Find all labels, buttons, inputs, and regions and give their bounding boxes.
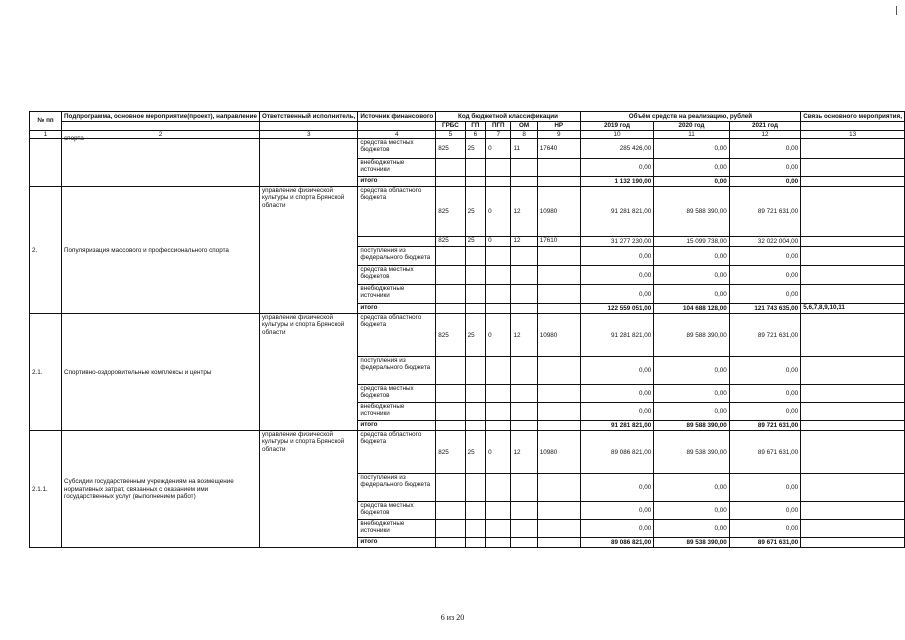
activity-link [801,502,905,520]
funding-source: поступления из федерального бюджета [358,474,436,502]
amount-2021: 0,00 [729,385,800,403]
amount-2019: 0,00 [580,474,653,502]
om-code: 12 [511,431,537,474]
om-code [511,266,537,285]
scan-edge-mark [896,6,897,15]
grbs-code [436,421,465,431]
grbs-code [436,304,465,314]
header-volume: Объём средств на реализацию, рублей [580,112,800,122]
grbs-code [436,159,465,177]
amount-2021: 0,00 [729,474,800,502]
om-code [511,474,537,502]
header-subrow [30,122,905,131]
pgp-code: 0 [486,314,511,357]
om-code [511,247,537,266]
column-number: 4 [358,131,436,139]
column-number: 7 [486,131,511,139]
pgp-code [486,266,511,285]
nr-code [537,266,580,285]
header-2019: 2019 год [580,122,653,131]
gp-code: 25 [465,431,485,474]
funding-source: средства областного бюджета [358,431,436,474]
responsible-executor: управление физической культуры и спорта Брянской области [259,431,357,548]
column-number: 5 [436,131,465,139]
activity-link [801,421,905,431]
amount-2021: 0,00 [729,357,800,385]
grbs-code: 825 [436,431,465,474]
header-no: № пп [30,112,62,131]
pgp-code [486,304,511,314]
funding-source: средства местных бюджетов [358,502,436,520]
nr-code: 10980 [537,431,580,474]
amount-2020: 89 538 390,00 [654,538,730,548]
amount-2019: 31 277 230,00 [580,237,653,247]
grbs-code [436,385,465,403]
amount-2020: 0,00 [654,285,730,304]
pgp-code [486,538,511,548]
amount-2020: 0,00 [654,385,730,403]
header-link: Связь основного мероприятия, [801,112,905,122]
header-pgp: ПГП [486,122,511,131]
nr-code [537,247,580,266]
om-code [511,177,537,187]
cut-off-text-label: спорта [64,135,84,143]
gp-code [465,520,485,538]
amount-2020: 104 688 128,00 [654,304,730,314]
grbs-code: 825 [436,237,465,247]
gp-code [465,247,485,266]
amount-2021: 32 022 004,00 [729,237,800,247]
row-number: 2. [30,187,62,314]
nr-code [537,421,580,431]
nr-code [537,159,580,177]
gp-code: 25 [465,237,485,247]
activity-link [801,520,905,538]
nr-code: 17610 [537,237,580,247]
row-number: 2.1.1. [30,431,62,548]
amount-2020: 0,00 [654,247,730,266]
amount-2021: 89 721 631,00 [729,421,800,431]
pgp-code [486,247,511,266]
header-program: Подпрограмма, основное мероприятие(проект), направление [62,112,260,122]
column-number: 8 [511,131,537,139]
om-code [511,357,537,385]
funding-source: поступления из федерального бюджета [358,357,436,385]
pgp-code [486,177,511,187]
column-number: 1 [30,131,62,139]
funding-source: средства местных бюджетов [358,139,436,159]
header-source-cont [358,122,436,131]
amount-2019: 0,00 [580,520,653,538]
amount-2020: 0,00 [654,177,730,187]
header-nr: НР [537,122,580,131]
activity-link [801,285,905,304]
grbs-code: 825 [436,187,465,237]
om-code [511,502,537,520]
nr-code [537,177,580,187]
gp-code [465,538,485,548]
om-code: 12 [511,237,537,247]
gp-code [465,502,485,520]
table-row [30,314,905,357]
amount-2020: 0,00 [654,474,730,502]
nr-code [537,403,580,421]
pgp-code [486,385,511,403]
cut-off-text [64,135,257,143]
header-gp: ГП [465,122,485,131]
header-source: Источник финансового [358,112,436,122]
gp-code [465,266,485,285]
activity-link [801,474,905,502]
column-number: 13 [801,131,905,139]
activity-link [801,357,905,385]
header-om: ОМ [511,122,537,131]
amount-2021: 89 671 631,00 [729,538,800,548]
om-code [511,520,537,538]
amount-2020: 0,00 [654,139,730,159]
grbs-code [436,357,465,385]
gp-code [465,159,485,177]
amount-2021: 89 671 631,00 [729,431,800,474]
responsible-executor: управление физической культуры и спорта Брянской области [259,314,357,431]
grbs-code [436,538,465,548]
header-kbk: Код бюджетной классификации [436,112,581,122]
activity-link [801,266,905,285]
pgp-code [486,403,511,421]
grbs-code: 825 [436,314,465,357]
table-row [30,139,905,159]
amount-2019: 0,00 [580,159,653,177]
grbs-code [436,177,465,187]
om-code [511,538,537,548]
amount-2021: 89 721 631,00 [729,187,800,237]
funding-source: внебюджетные источники [358,520,436,538]
amount-2021: 0,00 [729,403,800,421]
funding-source: внебюджетные источники [358,403,436,421]
activity-link [801,187,905,237]
table-row [30,187,905,237]
amount-2021: 0,00 [729,247,800,266]
activity-link [801,385,905,403]
grbs-code [436,285,465,304]
activity-link: 5,6,7,8,9,10,11 [801,304,905,314]
funding-source: итого [358,421,436,431]
amount-2021: 0,00 [729,285,800,304]
nr-code: 10980 [537,187,580,237]
pgp-code [486,474,511,502]
gp-code [465,474,485,502]
funding-source [358,237,436,247]
amount-2019: 0,00 [580,266,653,285]
activity-link [801,139,905,159]
column-number-row [30,131,905,139]
row-number: 2.1. [30,314,62,431]
amount-2021: 0,00 [729,520,800,538]
om-code: 12 [511,187,537,237]
activity-link [801,314,905,357]
gp-code [465,403,485,421]
pgp-code: 0 [486,187,511,237]
funding-source: средства местных бюджетов [358,385,436,403]
gp-code [465,385,485,403]
column-number: 3 [259,131,357,139]
om-code [511,159,537,177]
gp-code [465,357,485,385]
amount-2020: 0,00 [654,357,730,385]
header-executor-cont [259,122,357,131]
pgp-code [486,520,511,538]
amount-2019: 89 086 821,00 [580,538,653,548]
activity-link [801,403,905,421]
om-code [511,403,537,421]
funding-source: внебюджетные источники [358,285,436,304]
column-number: 12 [729,131,800,139]
funding-source: средства местных бюджетов [358,266,436,285]
amount-2019: 91 281 821,00 [580,421,653,431]
nr-code [537,538,580,548]
activity-link [801,177,905,187]
amount-2020: 89 588 390,00 [654,314,730,357]
header-link-cont [801,122,905,131]
activity-link [801,237,905,247]
grbs-code [436,266,465,285]
column-number: 2 [62,131,260,139]
amount-2019: 285 426,00 [580,139,653,159]
amount-2020: 89 588 390,00 [654,187,730,237]
responsible-executor [259,139,357,187]
program-name [62,135,260,187]
column-number: 11 [654,131,730,139]
pgp-code [486,285,511,304]
gp-code [465,285,485,304]
gp-code: 25 [465,139,485,159]
pgp-code: 0 [486,139,511,159]
grbs-code [436,403,465,421]
activity-link [801,247,905,266]
amount-2019: 89 086 821,00 [580,431,653,474]
amount-2019: 0,00 [580,385,653,403]
budget-table-body [30,112,905,548]
amount-2019: 1 132 190,00 [580,177,653,187]
gp-code [465,421,485,431]
nr-code [537,474,580,502]
amount-2019: 91 281 821,00 [580,314,653,357]
amount-2021: 0,00 [729,266,800,285]
amount-2019: 0,00 [580,285,653,304]
activity-link [801,159,905,177]
om-code [511,304,537,314]
amount-2020: 0,00 [654,520,730,538]
activity-link [801,538,905,548]
amount-2020: 0,00 [654,502,730,520]
pgp-code: 0 [486,431,511,474]
amount-2019: 0,00 [580,502,653,520]
row-number [30,139,62,187]
column-number: 9 [537,131,580,139]
funding-source: средства областного бюджета [358,314,436,357]
program-name: Субсидии государственным учреждениям на возмещение нормативных затрат, связанных с оказанием ими государственных услуг (выполнением работ) [62,431,260,548]
amount-2020: 89 588 390,00 [654,421,730,431]
grbs-code [436,502,465,520]
header-executor: Ответственный исполнитель, [259,112,357,122]
activity-link [801,431,905,474]
grbs-code [436,247,465,266]
header-program-cont [62,122,260,131]
table-row [30,431,905,474]
grbs-code: 825 [436,139,465,159]
gp-code [465,304,485,314]
amount-2020: 0,00 [654,266,730,285]
amount-2020: 0,00 [654,403,730,421]
amount-2021: 0,00 [729,159,800,177]
funding-source: итого [358,538,436,548]
gp-code: 25 [465,187,485,237]
amount-2021: 0,00 [729,139,800,159]
nr-code [537,385,580,403]
funding-source: средства областного бюджета [358,187,436,237]
grbs-code [436,520,465,538]
nr-code [537,520,580,538]
nr-code [537,304,580,314]
amount-2020: 15 099 738,00 [654,237,730,247]
header-grbs: ГРБС [436,122,465,131]
nr-code [537,357,580,385]
om-code [511,385,537,403]
amount-2019: 91 281 821,00 [580,187,653,237]
pgp-code [486,421,511,431]
funding-source: итого [358,177,436,187]
nr-code: 17640 [537,139,580,159]
page-number: 6 из 20 [440,613,465,622]
amount-2020: 0,00 [654,159,730,177]
pgp-code [486,357,511,385]
nr-code [537,502,580,520]
funding-source: поступления из федерального бюджета [358,247,436,266]
amount-2020: 89 538 390,00 [654,431,730,474]
pgp-code: 0 [486,237,511,247]
nr-code [537,285,580,304]
header-2021: 2021 год [729,122,800,131]
om-code: 11 [511,139,537,159]
responsible-executor: управление физической культуры и спорта Брянской области [259,187,357,314]
amount-2021: 0,00 [729,177,800,187]
grbs-code [436,474,465,502]
gp-code: 25 [465,314,485,357]
gp-code [465,177,485,187]
funding-source: итого [358,304,436,314]
amount-2021: 121 743 635,00 [729,304,800,314]
pgp-code [486,502,511,520]
amount-2019: 0,00 [580,357,653,385]
nr-code: 10980 [537,314,580,357]
amount-2019: 122 559 051,00 [580,304,653,314]
funding-source: внебюджетные источники [358,159,436,177]
header-row [30,112,905,122]
om-code [511,421,537,431]
column-number: 6 [465,131,485,139]
om-code [511,285,537,304]
amount-2021: 0,00 [729,502,800,520]
program-name: Спортивно-оздоровительные комплексы и центры [62,314,260,431]
column-number: 10 [580,131,653,139]
om-code: 12 [511,314,537,357]
pgp-code [486,159,511,177]
amount-2021: 89 721 631,00 [729,314,800,357]
amount-2019: 0,00 [580,247,653,266]
budget-table [29,111,905,548]
amount-2019: 0,00 [580,403,653,421]
program-name: Популяризация массового и профессионального спорта [62,187,260,314]
header-2020: 2020 год [654,122,730,131]
